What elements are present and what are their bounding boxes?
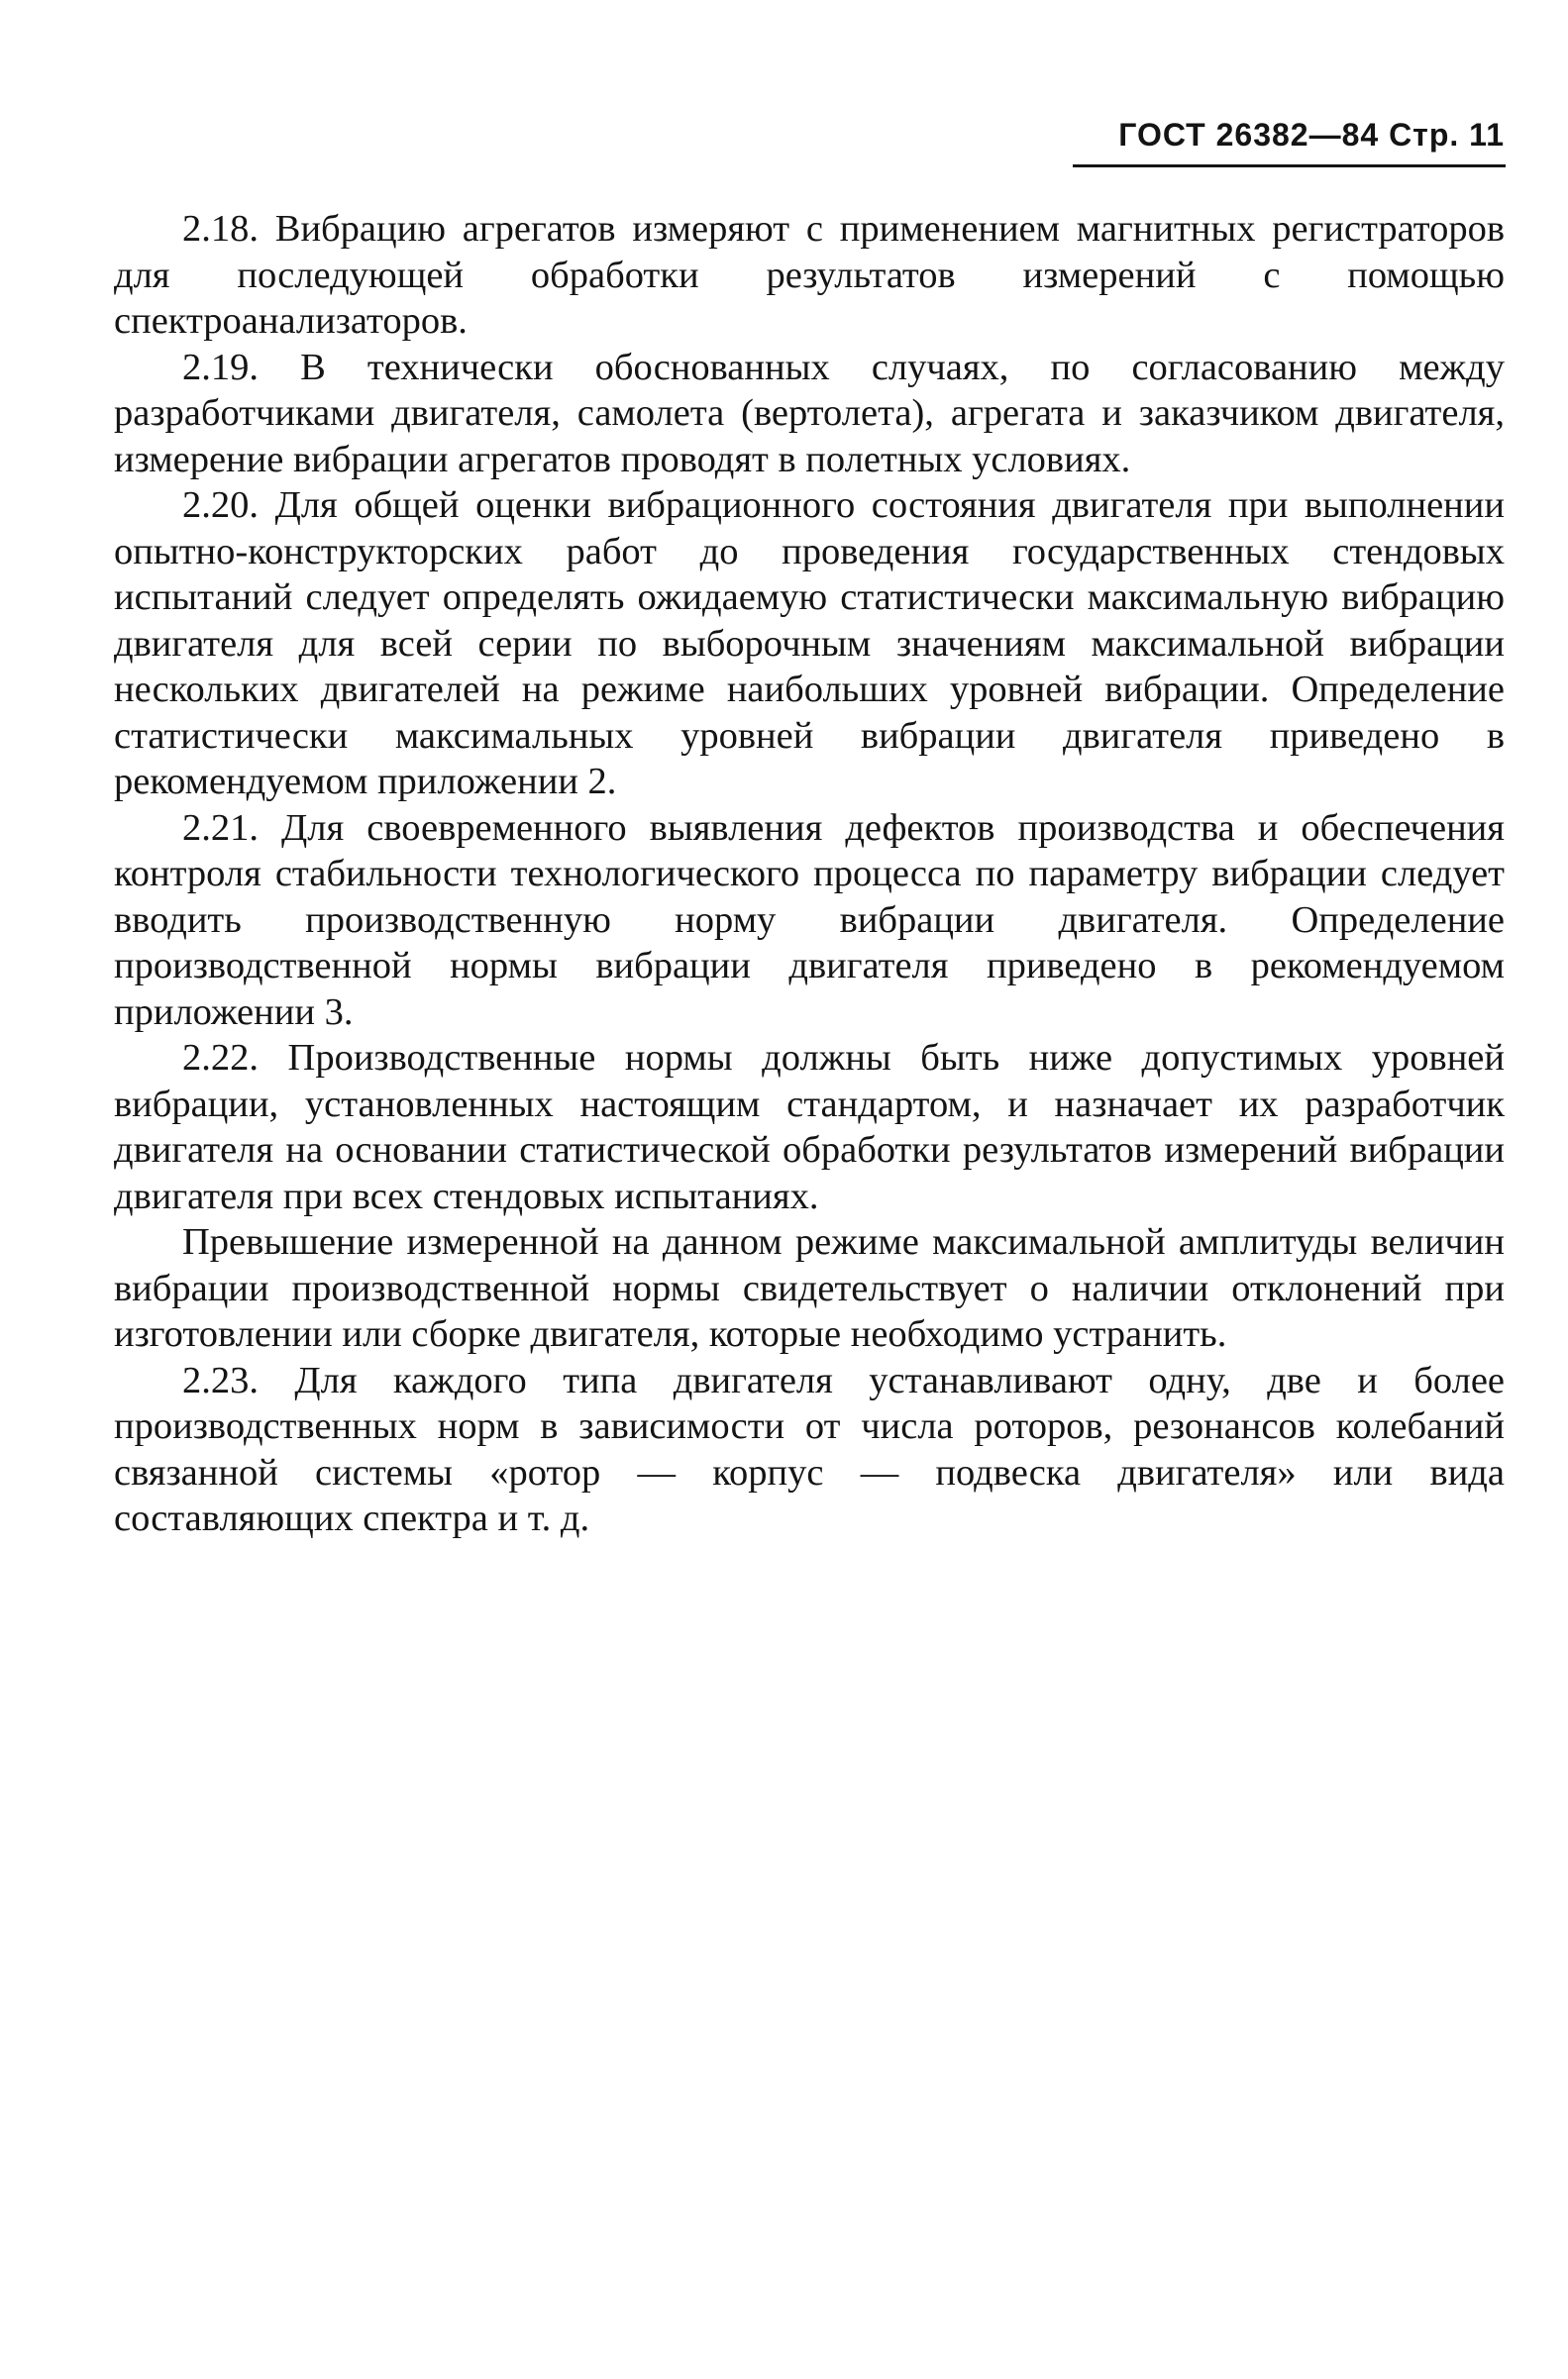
paragraph-2-23: 2.23. Для каждого типа двигателя устанавливают одну, две и более производственных норм в зависимости от числа роторов, резонансов колебаний связанной системы «ротор — корпус — подвеска двигателя» или вида составляющих спектра и т. д. — [114, 1359, 1505, 1539]
page-label: Стр. — [1389, 117, 1460, 153]
page-number: 11 — [1469, 117, 1505, 153]
paragraph-2-20: 2.20. Для общей оценки вибрационного состояния двигателя при выполнении опытно-конструкторских работ до проведения государственных стендовых испытаний следует определять ожидаемую статистически максимальную вибрацию двигателя для всей серии по выборочным значениям максимальной вибрации нескольких двигателей на режиме наибольших уровней вибрации. Определение статистически максимальных уровней вибрации двигателя приведено в рекомендуемом приложении 2. — [114, 484, 1505, 802]
paragraph-2-21: 2.21. Для своевременного выявления дефектов производства и обеспечения контроля стабильности технологического процесса по параметру вибрации следует вводить производственную норму вибрации двигателя. Определение производственной нормы вибрации двигателя приведено в рекомендуемом приложении 3. — [114, 806, 1505, 1033]
paragraph-2-18: 2.18. Вибрацию агрегатов измеряют с применением магнитных регистраторов для последующей обработки результатов измерений с помощью спектроанализаторов. — [114, 208, 1505, 342]
standard-number: ГОСТ 26382—84 — [1118, 117, 1380, 153]
header-rule — [1073, 164, 1506, 167]
paragraph-2-19: 2.19. В технически обоснованных случаях, по согласованию между разработчиками двигателя, самолета (вертолета), агрегата и заказчиком двигателя, измерение вибрации агрегатов проводят в полетных условиях. — [114, 346, 1505, 480]
running-header — [1118, 117, 1505, 154]
paragraph-excess-note: Превышение измеренной на данном режиме максимальной амплитуды величин вибрации производственной нормы свидетельствует о наличии отклонений при изготовлении или сборке двигателя, которые необходимо устранить. — [114, 1221, 1505, 1355]
document-body — [114, 206, 1505, 1542]
paragraph-2-22: 2.22. Производственные нормы должны быть ниже допустимых уровней вибрации, установленных настоящим стандартом, и назначает их разработчик двигателя на основании статистической обработки результатов измерений вибрации двигателя при всех стендовых испытаниях. — [114, 1037, 1505, 1217]
